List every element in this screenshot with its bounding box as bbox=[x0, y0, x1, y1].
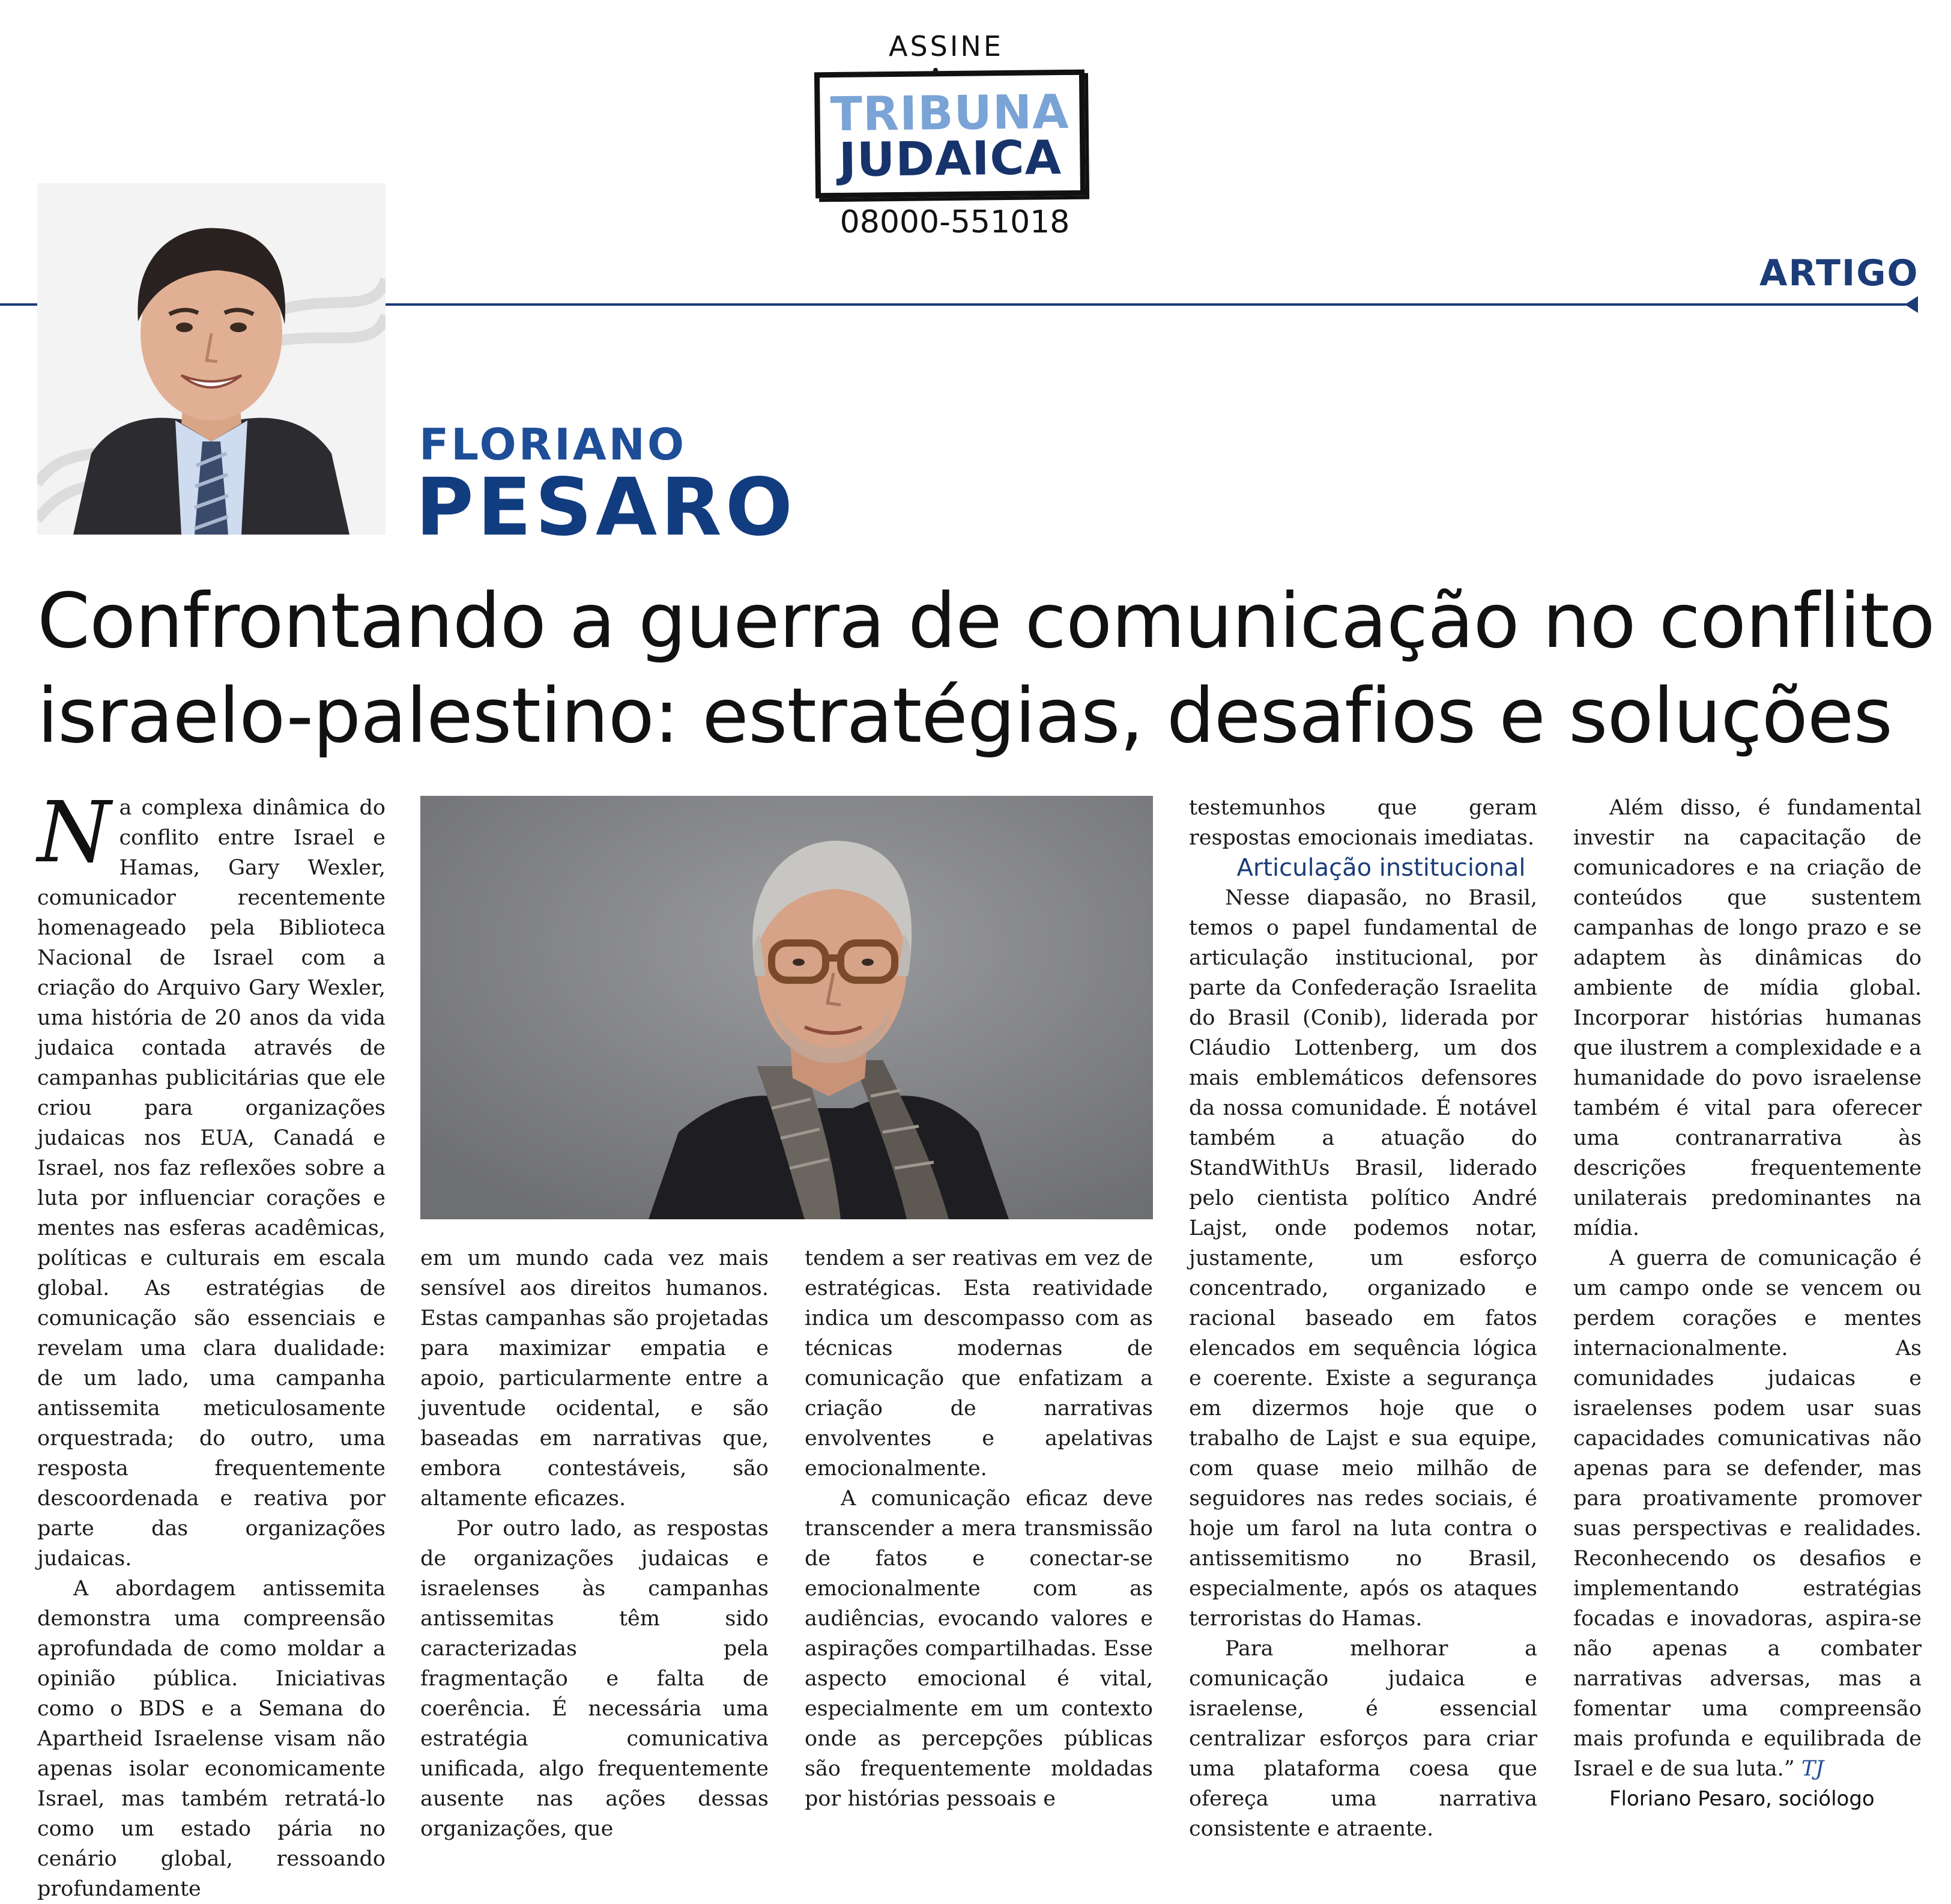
article-paragraph: Por outro lado, as respostas de organizações judaicas e israelenses às campanhas antissemitas têm sido caracterizadas pela fragmentação e falta de coerência. É necessária uma estratégia comunicativa unificada, algo frequentemente ausente nas ações dessas organizações, que bbox=[420, 1517, 769, 1841]
article-paragraph: testemunhos que geram respostas emocionais imediatas. bbox=[1189, 796, 1537, 850]
drop-cap: N bbox=[37, 784, 111, 882]
section-rule-arrow bbox=[1905, 296, 1918, 313]
article-column-2 bbox=[420, 1243, 769, 1844]
article-subheading: Articulação institucional bbox=[1236, 854, 1526, 882]
subscription-phone: 08000-551018 bbox=[839, 204, 1070, 240]
article-paragraph: A comunicação eficaz deve transcender a mera transmissão de fatos e conectar-se emocionalmente com as audiências, evocando valores e aspirações compartilhadas. Esse aspecto emocional é vital, especialmente em um contexto onde as percepções públicas são frequentemente moldadas por histórias pessoais e bbox=[805, 1487, 1153, 1811]
gary-wexler-portrait-illustration bbox=[420, 796, 1153, 1219]
section-label: ARTIGO bbox=[1759, 252, 1919, 294]
article-main-photo bbox=[420, 796, 1153, 1219]
paragraph-text: A guerra de comunicação é um campo onde se vencem ou perdem corações e mentes internacionalmente. As comunidades judaicas e israelenses podem usar suas capacidades comunicativas não apenas para se defender, mas para proativamente promover suas perspectivas e realidades. Reconhecendo os desafios e implementando estratégias focadas e inovadoras, aspira-se não apenas a combater narrativas adversas, mas a fomentar uma compreensão mais profunda e equilibrada de Israel e de sua luta.” bbox=[1573, 1246, 1922, 1781]
author-signature: Floriano Pesaro, sociólogo bbox=[1609, 1787, 1875, 1811]
article-paragraph bbox=[1573, 1243, 1922, 1784]
article-paragraph: A abordagem antissemita demonstra uma compreensão aprofundada de como moldar a opinião pública. Iniciativas como o BDS e a Semana do Apartheid Israelense visam não apenas isolar economicamente Israel, mas também retratá-lo como um estado pária no cenário global, ressoando profundamente bbox=[37, 1577, 386, 1901]
article-column-1 bbox=[37, 784, 386, 1904]
logo-line-tribuna: TRIBUNA bbox=[830, 85, 1069, 142]
article-column-3 bbox=[805, 1243, 1153, 1814]
headline-line-1: Confrontando a guerra de comunicação no conflito bbox=[37, 577, 1935, 665]
article-paragraph: Nesse diapasão, no Brasil, temos o papel fundamental de articulação institucional, por parte da Confederação Israelita do Brasil (Conib), liderada por Cláudio Lottenberg, um dos mais emblemáticos defensores da nossa comunidade. É notável também a atuação do StandWithUs Brasil, liderado pelo cientista político André Lajst, onde podemos notar, justamente, um esforço concentrado, organizado e racional baseado em fatos elencados em sequência lógica e coerente. Existe a segurança em dizermos hoje que o trabalho de Lajst e sua equipe, com quase meio milhão de seguidores nas redes sociais, é hoje um farol na luta contra o antissemitismo no Brasil, especialmente, após os ataques terroristas do Hamas. bbox=[1189, 886, 1537, 1631]
article-paragraph: Para melhorar a comunicação judaica e israelense, é essencial centralizar esforços para criar uma plataforma coesa que ofereça uma narrativa consistente e atraente. bbox=[1189, 1637, 1537, 1841]
paragraph-text: a complexa dinâmica do conflito entre Israel e Hamas, Gary Wexler, comunicador recentemente homenageado pela Biblioteca Nacional de Israel com a criação do Arquivo Gary Wexler, uma história de 20 anos da vida judaica contada através de campanhas publicitárias que ele criou para organizações judaicas nos EUA, Canadá e Israel, nos faz reflexões sobre a luta por influenciar corações e mentes nas esferas acadêmicas, políticas e culturais em escala global. As estratégias de comunicação são essenciais e revelam uma clara dualidade: de um lado, uma campanha antissemita meticulosamente orquestrada; do outro, uma resposta frequentemente descoordenada e reativa por parte das organizações judaicas. bbox=[37, 796, 386, 1571]
article-paragraph: Além disso, é fundamental investir na capacitação de comunicadores e na criação de conteúdos que sustentem campanhas de longo prazo e se adaptem às dinâmicas do ambiente de mídia global. Incorporar histórias humanas que ilustrem a complexidade e a humanidade do povo israelense também é vital para oferecer uma contranarrativa às descrições frequentemente unilaterais predominantes na mídia. bbox=[1573, 796, 1922, 1240]
article-paragraph: em um mundo cada vez mais sensível aos direitos humanos. Estas campanhas são projetadas para maximizar empatia e apoio, particularmente entre a juventude ocidental, e são baseadas em narrativas que, embora contestáveis, são altamente eficazes. bbox=[420, 1246, 769, 1511]
end-mark: TJ bbox=[1801, 1757, 1824, 1781]
logo-line-judaica: JUDAICA bbox=[838, 131, 1062, 187]
author-last-name: PESARO bbox=[416, 461, 796, 554]
article-paragraph: tendem a ser reativas em vez de estratégicas. Esta reatividade indica um descompasso com as técnicas modernas de comunicação que enfatizam a criação de narrativas envolventes e apelativas emocionalmente. bbox=[805, 1246, 1153, 1481]
article-headline bbox=[37, 574, 1935, 763]
article-paragraph bbox=[37, 784, 386, 1574]
subscribe-prompt: ASSINE bbox=[889, 30, 1003, 62]
section-rule-right bbox=[384, 303, 1910, 306]
tribuna-judaica-logo[interactable] bbox=[814, 70, 1086, 199]
author-first-name: FLORIANO bbox=[419, 419, 687, 470]
author-portrait-illustration bbox=[37, 183, 386, 535]
section-rule-left bbox=[0, 303, 37, 306]
author-photo bbox=[37, 183, 386, 535]
article-column-4 bbox=[1189, 793, 1537, 1844]
headline-line-2: israelo-palestino: estratégias, desafios e soluções bbox=[37, 672, 1892, 760]
article-column-5 bbox=[1573, 793, 1922, 1814]
